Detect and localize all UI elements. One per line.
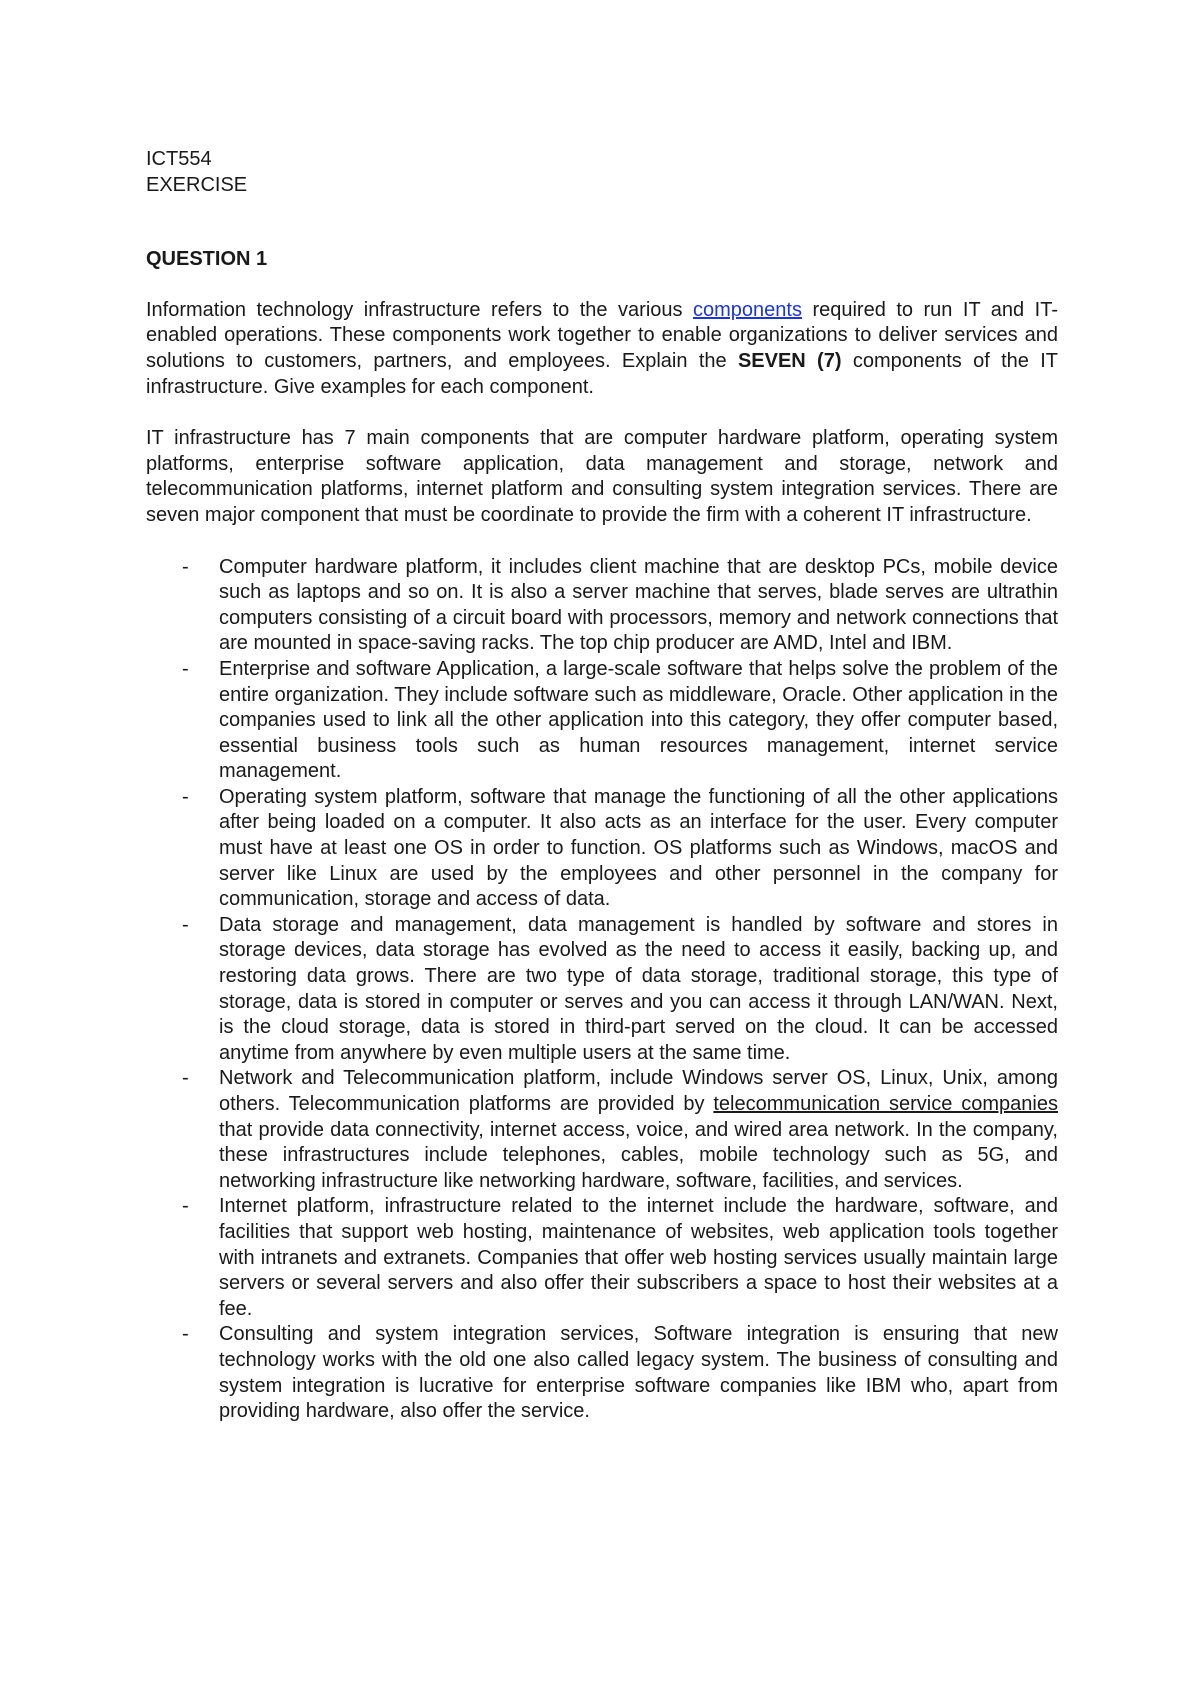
document-body (146, 147, 1058, 1425)
components-link[interactable]: components (693, 298, 802, 321)
list-item (146, 1322, 1058, 1424)
list-item-text: Computer hardware platform, it includes client machine that are desktop PCs, mobile device such as laptops and so on. It is also a server machine that serves, blade serves are ultrathin computers consisting of a circuit board with processors, memory and network connections that are mounted in space-saving racks. The top chip producer are AMD, Intel and IBM. (219, 555, 1058, 655)
prompt-text: Information technology infrastructure refers to the various (146, 298, 693, 321)
bullet-dash: - (182, 785, 189, 808)
document-type: EXERCISE (146, 173, 248, 196)
bullet-dash: - (182, 913, 189, 936)
list-item-text: Operating system platform, software that manage the functioning of all the other applications after being loaded on a computer. It also acts as an interface for the user. Every computer must have at least one OS in order to function. OS platforms such as Windows, macOS and server like Linux are used by the employees and other personnel in the company for communication, storage and access of data. (219, 785, 1058, 911)
prompt-emphasis: SEVEN (7) (737, 349, 842, 372)
prompt-text: required to run IT and IT-enabled operations. These components work together to enable organizations to deliver services and solutions to customers, partners, and employees. Explain the (146, 298, 1058, 372)
bullet-dash: - (182, 657, 189, 680)
component-list (146, 555, 1058, 1425)
network-text: Network and Telecommunication platform, include Windows server OS, Linux, Unix, among others. Telecommunication platforms are provided by (219, 1067, 1058, 1115)
list-item (146, 555, 1058, 657)
bullet-dash: - (182, 555, 189, 578)
list-item (146, 1066, 1058, 1194)
list-item-text: Internet platform, infrastructure related to the internet include the hardware, software, and facilities that support web hosting, maintenance of websites, web application tools together with intranets and extranets. Companies that offer web hosting services usually maintain large servers or several servers and also offer their subscribers a space to host their websites at a fee. (219, 1195, 1058, 1320)
bullet-dash: - (182, 1067, 189, 1090)
list-item (146, 1194, 1058, 1322)
telecom-companies-underlined: telecommunication service companies (713, 1093, 1058, 1115)
answer-intro: IT infrastructure has 7 main components that are computer hardware platform, operating system platforms, enterprise software application, data management and storage, network and telecommunication platforms, internet platform and consulting system integration services. There are seven major component that must be coordinate to provide the firm with a coherent IT infrastructure. (146, 427, 1058, 526)
list-item-text (219, 1067, 1058, 1191)
list-item-text: Enterprise and software Application, a large-scale software that helps solve the problem of the entire organization. They include software such as middleware, Oracle. Other application in the companies used to link all the other application into this category, they offer computer based, essential business tools such as human resources management, internet service management. (219, 657, 1058, 783)
list-item-text: Consulting and system integration services, Software integration is ensuring that new technology works with the old one also called legacy system. The business of consulting and system integration is lucrative for enterprise software companies like IBM who, apart from providing hardware, also offer the service. (219, 1323, 1058, 1423)
question-title: QUESTION 1 (146, 248, 268, 271)
question-prompt (146, 298, 1058, 400)
network-text: that provide data connectivity, internet access, voice, and wired area network. In the company, these infrastructures include telephones, cables, mobile technology such as 5G, and networking infrastructure like networking hardware, software, facilities, and services. (219, 1118, 1058, 1192)
list-item (146, 785, 1058, 913)
prompt-text: components of the IT infrastructure. Give examples for each component. (146, 349, 1059, 398)
list-item (146, 913, 1058, 1067)
bullet-dash: - (182, 1323, 189, 1346)
course-code: ICT554 (146, 148, 212, 170)
bullet-dash: - (182, 1195, 189, 1218)
list-item (146, 657, 1058, 785)
list-item-text: Data storage and management, data management is handled by software and stores in storage devices, data storage has evolved as the need to access it easily, backing up, and restoring data grows. There are two type of data storage, traditional storage, this type of storage, data is stored in computer or serves and you can access it through LAN/WAN. Next, is the cloud storage, data is stored in third-part served on the cloud. It can be accessed anytime from anywhere by even multiple users at the same time. (219, 913, 1058, 1064)
